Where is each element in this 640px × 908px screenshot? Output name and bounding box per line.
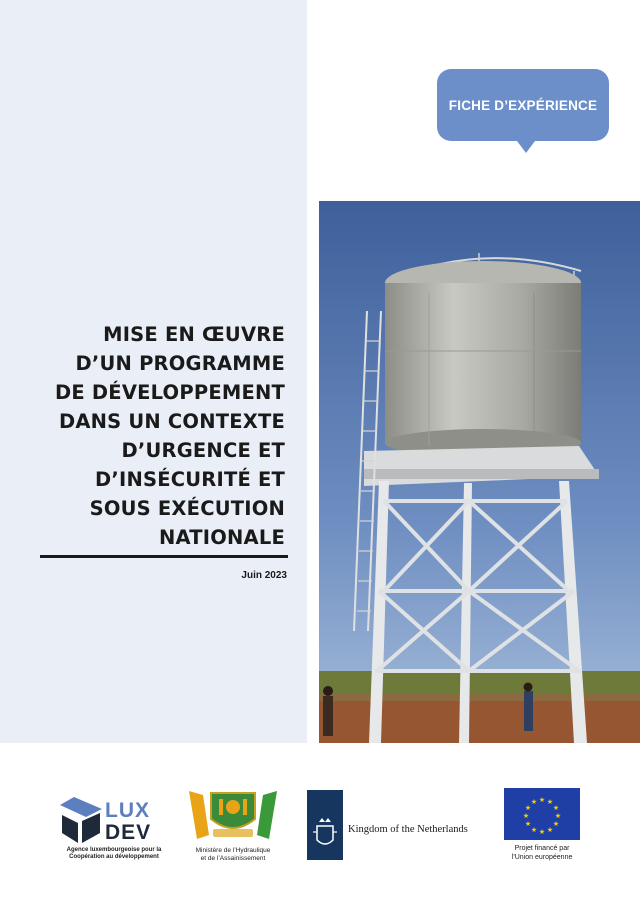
luxdev-mark-icon [60,797,102,843]
title-line: NATIONALE [159,526,285,549]
title-line: D’INSÉCURITÉ ET [95,468,285,491]
niger-ministry-logo [183,785,283,875]
eu-logo [500,788,584,868]
luxdev-logo [58,797,168,867]
svg-text:★: ★ [522,812,530,820]
title-line: MISE EN ŒUVRE [103,323,285,346]
svg-text:★: ★ [546,798,554,806]
eu-flag-icon [504,788,580,840]
water-tower-photo [319,201,640,743]
document-type-label: FICHE D’EXPÉRIENCE [448,97,598,113]
svg-text:★: ★ [524,820,532,828]
svg-text:★: ★ [530,826,538,834]
dutch-crest-icon [307,790,343,860]
svg-text:★: ★ [546,826,554,834]
netherlands-ribbon [307,790,343,860]
svg-text:★: ★ [538,828,546,836]
niger-caption-line: et de l’Assainissement [200,855,266,862]
publication-date: Juin 2023 [241,570,287,581]
svg-text:★: ★ [554,812,562,820]
svg-text:★: ★ [524,804,532,812]
title-line: D’URGENCE ET [121,439,285,462]
niger-caption-line: Ministère de l’Hydraulique [195,847,271,854]
svg-text:★: ★ [530,798,538,806]
eu-caption-line: l’Union européenne [511,854,573,861]
svg-text:★: ★ [552,820,560,828]
niger-ministry-caption [183,847,283,863]
luxdev-caption-line: Agence luxembourgeoise pour la [66,847,162,853]
document-type-badge [437,69,609,141]
title-line: DANS UN CONTEXTE [58,410,285,433]
title-line: DE DÉVELOPPEMENT [55,381,285,404]
eu-caption-line: Projet financé par [514,845,570,852]
eu-caption [500,844,584,862]
coat-of-arms-icon [183,785,283,845]
svg-text:★: ★ [552,804,560,812]
luxdev-caption [58,847,170,861]
luxdev-caption-line: Coopération au développement [69,854,159,860]
document-title [5,320,285,552]
svg-text:★: ★ [538,796,546,804]
luxdev-lux-text: LUX [105,799,150,822]
title-line: SOUS EXÉCUTION [89,497,285,520]
title-divider [40,555,288,558]
netherlands-text: Kingdom of the Netherlands [348,824,468,835]
luxdev-dev-text: DEV [105,821,152,844]
title-line: D’UN PROGRAMME [75,352,285,375]
netherlands-logo [307,790,487,860]
